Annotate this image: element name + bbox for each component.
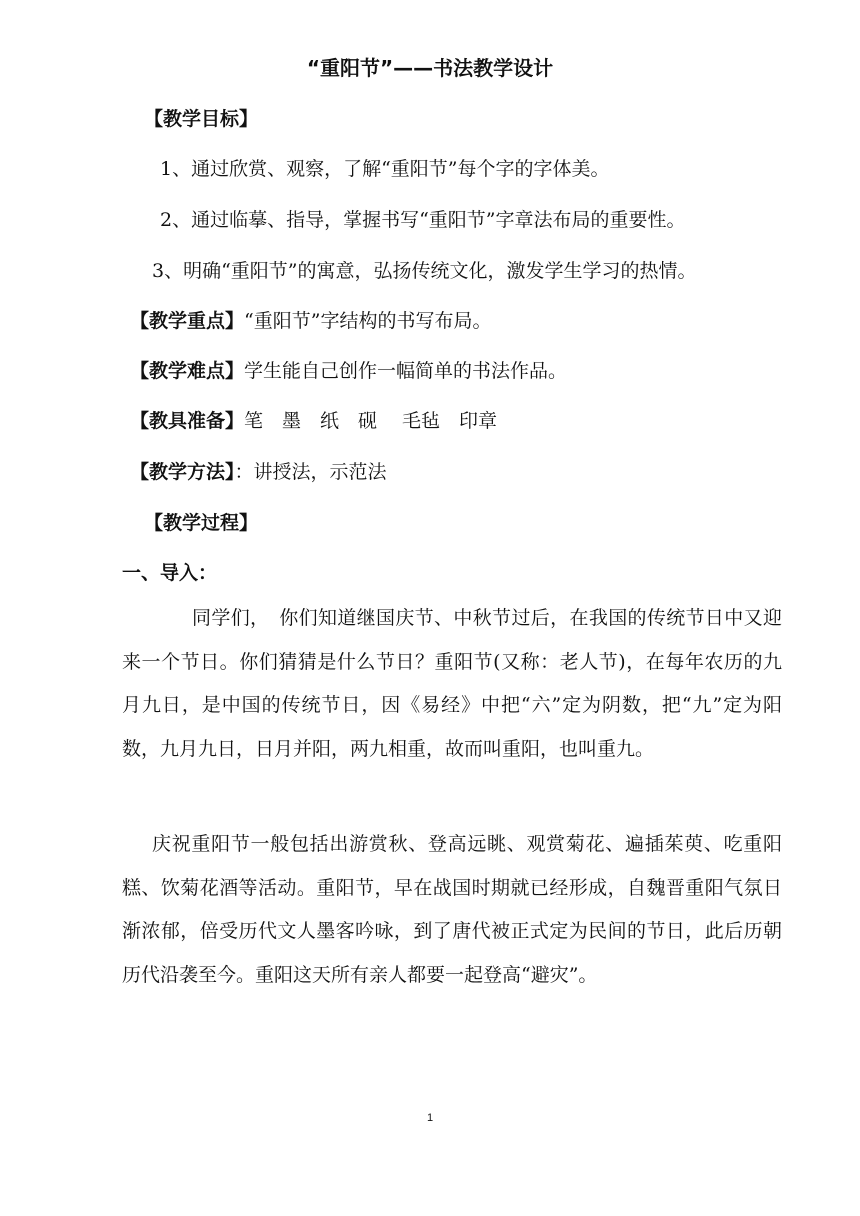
tools-text: 笔 墨 纸 砚 毛毡 印章 <box>244 410 498 432</box>
objective-item-3: 3、明确“重阳节”的寓意，弘扬传统文化，激发学生学习的热情。 <box>152 260 697 282</box>
key-point-label: 【教学重点】 <box>130 310 245 332</box>
objective-item-2: 2、通过临摹、指导，掌握书写“重阳节”字章法布局的重要性。 <box>160 209 686 231</box>
difficulty-label: 【教学难点】 <box>130 360 245 382</box>
section-heading: 一、导入： <box>122 562 218 584</box>
difficulty-row <box>130 356 567 383</box>
difficulty-text: 学生能自己创作一幅简单的书法作品。 <box>244 360 568 382</box>
intro-paragraph-1: 同学们， 你们知道继国庆节、中秋节过后，在我国的传统节日中又迎来一个节日。你们猜猜是什么节日？重阳节(又称：老人节)，在每年农历的九月九日，是中国的传统节日，因《易经》中把“六”定为阴数，把“九”定为阳数，九月九日，日月并阳，两九相重，故而叫重阳，也叫重九。 <box>122 607 782 760</box>
page-number: 1 <box>426 1112 434 1124</box>
key-point-row <box>130 306 491 333</box>
process-heading: 【教学过程】 <box>144 512 259 534</box>
tools-label: 【教具准备】 <box>130 410 245 432</box>
objectives-heading: 【教学目标】 <box>144 108 259 130</box>
methods-text: ：讲授法，示范法 <box>234 461 387 483</box>
methods-row <box>130 457 387 484</box>
page-title: “重阳节”——书法教学设计 <box>306 56 554 80</box>
methods-label: 【教学方法】 <box>130 461 235 483</box>
objective-item-1: 1、通过欣赏、观察，了解“重阳节”每个字的字体美。 <box>160 158 610 180</box>
key-point-text: “重阳节”字结构的书写布局。 <box>244 310 492 332</box>
tools-row <box>130 406 497 433</box>
intro-paragraph-2: 庆祝重阳节一般包括出游赏秋、登高远眺、观赏菊花、遍插茱萸、吃重阳糕、饮菊花酒等活动。重阳节，早在战国时期就已经形成，自魏晋重阳气氛日渐浓郁，倍受历代文人墨客吟咏，到了唐代被正式定为民间的节日，此后历朝历代沿袭至今。重阳这天所有亲人都要一起登高“避灾”。 <box>122 833 782 986</box>
